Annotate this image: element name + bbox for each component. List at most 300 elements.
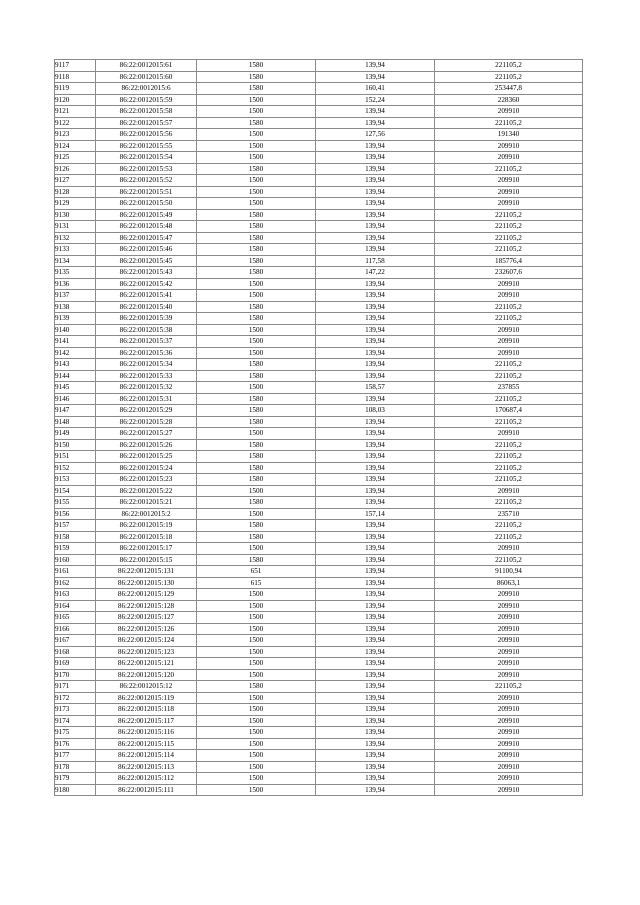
cadastral-number-cell: 86:22:0012015:111 (96, 784, 197, 796)
value-cell: 228360 (435, 94, 583, 106)
row-number-cell: 9155 (55, 497, 96, 509)
rate-cell: 158,57 (316, 382, 435, 394)
table-row (55, 140, 583, 152)
rate-cell: 139,94 (316, 301, 435, 313)
table-row (55, 290, 583, 302)
value-cell: 235710 (435, 508, 583, 520)
table-row (55, 301, 583, 313)
area-cell: 1500 (197, 635, 316, 647)
table-row (55, 635, 583, 647)
row-number-cell: 9133 (55, 244, 96, 256)
cadastral-number-cell: 86:22:0012015:116 (96, 727, 197, 739)
value-cell: 209910 (435, 600, 583, 612)
area-cell: 1500 (197, 485, 316, 497)
table-row (55, 83, 583, 95)
table-row (55, 267, 583, 279)
area-cell: 1580 (197, 209, 316, 221)
cadastral-number-cell: 86:22:0012015:25 (96, 451, 197, 463)
rate-cell: 139,94 (316, 612, 435, 624)
value-cell: 209910 (435, 623, 583, 635)
rate-cell: 139,94 (316, 520, 435, 532)
row-number-cell: 9144 (55, 370, 96, 382)
rate-cell: 139,94 (316, 589, 435, 601)
rate-cell: 160,41 (316, 83, 435, 95)
row-number-cell: 9177 (55, 750, 96, 762)
value-cell: 209910 (435, 175, 583, 187)
table-row (55, 209, 583, 221)
value-cell: 221105,2 (435, 221, 583, 233)
value-cell: 209910 (435, 336, 583, 348)
table-row (55, 474, 583, 486)
area-cell: 1580 (197, 117, 316, 129)
value-cell: 209910 (435, 485, 583, 497)
area-cell: 1580 (197, 301, 316, 313)
value-cell: 209910 (435, 347, 583, 359)
table-row (55, 94, 583, 106)
table-row (55, 784, 583, 796)
table-row (55, 244, 583, 256)
row-number-cell: 9117 (55, 60, 96, 72)
rate-cell: 139,94 (316, 692, 435, 704)
value-cell: 237855 (435, 382, 583, 394)
table-row (55, 278, 583, 290)
area-cell: 1500 (197, 290, 316, 302)
table-row (55, 543, 583, 555)
area-cell: 1500 (197, 382, 316, 394)
row-number-cell: 9121 (55, 106, 96, 118)
area-cell: 1500 (197, 175, 316, 187)
cadastral-number-cell: 86:22:0012015:48 (96, 221, 197, 233)
table-row (55, 646, 583, 658)
area-cell: 1580 (197, 370, 316, 382)
cadastral-number-cell: 86:22:0012015:17 (96, 543, 197, 555)
cadastral-number-cell: 86:22:0012015:31 (96, 393, 197, 405)
rate-cell: 139,94 (316, 71, 435, 83)
cadastral-number-cell: 86:22:0012015:34 (96, 359, 197, 371)
table-row (55, 589, 583, 601)
table-row (55, 612, 583, 624)
rate-cell: 139,94 (316, 416, 435, 428)
area-cell: 1500 (197, 623, 316, 635)
table-row (55, 324, 583, 336)
table-row (55, 669, 583, 681)
rate-cell: 139,94 (316, 221, 435, 233)
rate-cell: 139,94 (316, 623, 435, 635)
rate-cell: 139,94 (316, 175, 435, 187)
row-number-cell: 9141 (55, 336, 96, 348)
area-cell: 1580 (197, 359, 316, 371)
row-number-cell: 9140 (55, 324, 96, 336)
area-cell: 1500 (197, 773, 316, 785)
value-cell: 185776,4 (435, 255, 583, 267)
cadastral-number-cell: 86:22:0012015:119 (96, 692, 197, 704)
cadastral-number-cell: 86:22:0012015:126 (96, 623, 197, 635)
table-row (55, 439, 583, 451)
row-number-cell: 9164 (55, 600, 96, 612)
table-row (55, 405, 583, 417)
row-number-cell: 9127 (55, 175, 96, 187)
table-row (55, 382, 583, 394)
value-cell: 209910 (435, 738, 583, 750)
rate-cell: 147,22 (316, 267, 435, 279)
area-cell: 1500 (197, 198, 316, 210)
value-cell: 221105,2 (435, 60, 583, 72)
cadastral-number-cell: 86:22:0012015:113 (96, 761, 197, 773)
area-cell: 1500 (197, 727, 316, 739)
cadastral-number-cell: 86:22:0012015:118 (96, 704, 197, 716)
rate-cell: 139,94 (316, 186, 435, 198)
area-cell: 1500 (197, 669, 316, 681)
value-cell: 209910 (435, 704, 583, 716)
rate-cell: 139,94 (316, 60, 435, 72)
area-cell: 1500 (197, 600, 316, 612)
cadastral-number-cell: 86:22:0012015:22 (96, 485, 197, 497)
row-number-cell: 9153 (55, 474, 96, 486)
area-cell: 1580 (197, 255, 316, 267)
rate-cell: 139,94 (316, 566, 435, 578)
cadastral-number-cell: 86:22:0012015:59 (96, 94, 197, 106)
value-cell: 170687,4 (435, 405, 583, 417)
cadastral-number-cell: 86:22:0012015:42 (96, 278, 197, 290)
value-cell: 209910 (435, 658, 583, 670)
rate-cell: 139,94 (316, 646, 435, 658)
value-cell: 221105,2 (435, 497, 583, 509)
area-cell: 1500 (197, 152, 316, 164)
row-number-cell: 9131 (55, 221, 96, 233)
table-row (55, 186, 583, 198)
row-number-cell: 9151 (55, 451, 96, 463)
area-cell: 1500 (197, 715, 316, 727)
cadastral-number-cell: 86:22:0012015:51 (96, 186, 197, 198)
area-cell: 1500 (197, 140, 316, 152)
cadastral-number-cell: 86:22:0012015:50 (96, 198, 197, 210)
rate-cell: 127,56 (316, 129, 435, 141)
cadastral-number-cell: 86:22:0012015:130 (96, 577, 197, 589)
table-row (55, 727, 583, 739)
table-row (55, 451, 583, 463)
cadastral-number-cell: 86:22:0012015:18 (96, 531, 197, 543)
value-cell: 221105,2 (435, 439, 583, 451)
value-cell: 209910 (435, 692, 583, 704)
area-cell: 1500 (197, 278, 316, 290)
table-row (55, 117, 583, 129)
value-cell: 232607,6 (435, 267, 583, 279)
value-cell: 209910 (435, 635, 583, 647)
table-row (55, 681, 583, 693)
value-cell: 209910 (435, 784, 583, 796)
row-number-cell: 9175 (55, 727, 96, 739)
table-row (55, 761, 583, 773)
row-number-cell: 9166 (55, 623, 96, 635)
table-row (55, 750, 583, 762)
table-row (55, 152, 583, 164)
table-row (55, 658, 583, 670)
value-cell: 221105,2 (435, 163, 583, 175)
table-body (55, 60, 583, 796)
table-row (55, 715, 583, 727)
rate-cell: 139,94 (316, 393, 435, 405)
area-cell: 1500 (197, 738, 316, 750)
value-cell: 209910 (435, 761, 583, 773)
cadastral-number-cell: 86:22:0012015:124 (96, 635, 197, 647)
value-cell: 221105,2 (435, 474, 583, 486)
table-row (55, 462, 583, 474)
cadastral-number-cell: 86:22:0012015:36 (96, 347, 197, 359)
value-cell: 209910 (435, 543, 583, 555)
row-number-cell: 9128 (55, 186, 96, 198)
row-number-cell: 9125 (55, 152, 96, 164)
value-cell: 221105,2 (435, 462, 583, 474)
row-number-cell: 9168 (55, 646, 96, 658)
value-cell: 209910 (435, 152, 583, 164)
area-cell: 1500 (197, 646, 316, 658)
value-cell: 209910 (435, 198, 583, 210)
cadastral-number-cell: 86:22:0012015:57 (96, 117, 197, 129)
value-cell: 91100,94 (435, 566, 583, 578)
rate-cell: 139,94 (316, 761, 435, 773)
table-row (55, 577, 583, 589)
value-cell: 221105,2 (435, 520, 583, 532)
value-cell: 209910 (435, 773, 583, 785)
rate-cell: 139,94 (316, 451, 435, 463)
cadastral-number-cell: 86:22:0012015:28 (96, 416, 197, 428)
table-row (55, 336, 583, 348)
value-cell: 209910 (435, 646, 583, 658)
row-number-cell: 9138 (55, 301, 96, 313)
row-number-cell: 9124 (55, 140, 96, 152)
area-cell: 651 (197, 566, 316, 578)
cadastral-number-cell: 86:22:0012015:127 (96, 612, 197, 624)
rate-cell: 139,94 (316, 347, 435, 359)
value-cell: 221105,2 (435, 209, 583, 221)
cadastral-number-cell: 86:22:0012015:29 (96, 405, 197, 417)
cadastral-number-cell: 86:22:0012015:23 (96, 474, 197, 486)
cadastral-number-cell: 86:22:0012015:121 (96, 658, 197, 670)
area-cell: 1500 (197, 347, 316, 359)
value-cell: 221105,2 (435, 393, 583, 405)
area-cell: 1500 (197, 658, 316, 670)
rate-cell: 139,94 (316, 428, 435, 440)
value-cell: 221105,2 (435, 301, 583, 313)
row-number-cell: 9129 (55, 198, 96, 210)
table-row (55, 175, 583, 187)
area-cell: 1500 (197, 508, 316, 520)
row-number-cell: 9148 (55, 416, 96, 428)
row-number-cell: 9120 (55, 94, 96, 106)
row-number-cell: 9134 (55, 255, 96, 267)
cadastral-number-cell: 86:22:0012015:115 (96, 738, 197, 750)
row-number-cell: 9180 (55, 784, 96, 796)
rate-cell: 139,94 (316, 531, 435, 543)
row-number-cell: 9132 (55, 232, 96, 244)
area-cell: 1580 (197, 681, 316, 693)
row-number-cell: 9176 (55, 738, 96, 750)
row-number-cell: 9137 (55, 290, 96, 302)
row-number-cell: 9152 (55, 462, 96, 474)
value-cell: 209910 (435, 106, 583, 118)
cadastral-number-cell: 86:22:0012015:117 (96, 715, 197, 727)
area-cell: 1580 (197, 474, 316, 486)
row-number-cell: 9161 (55, 566, 96, 578)
area-cell: 1580 (197, 71, 316, 83)
area-cell: 1500 (197, 428, 316, 440)
row-number-cell: 9162 (55, 577, 96, 589)
value-cell: 221105,2 (435, 554, 583, 566)
rate-cell: 139,94 (316, 163, 435, 175)
rate-cell: 139,94 (316, 658, 435, 670)
table-row (55, 692, 583, 704)
cadastral-number-cell: 86:22:0012015:56 (96, 129, 197, 141)
area-cell: 1580 (197, 462, 316, 474)
value-cell: 221105,2 (435, 681, 583, 693)
row-number-cell: 9156 (55, 508, 96, 520)
row-number-cell: 9157 (55, 520, 96, 532)
rate-cell: 117,58 (316, 255, 435, 267)
value-cell: 209910 (435, 290, 583, 302)
table-row (55, 623, 583, 635)
rate-cell: 152,24 (316, 94, 435, 106)
rate-cell: 139,94 (316, 370, 435, 382)
row-number-cell: 9145 (55, 382, 96, 394)
table-row (55, 198, 583, 210)
table-row (55, 508, 583, 520)
rate-cell: 139,94 (316, 600, 435, 612)
rate-cell: 139,94 (316, 704, 435, 716)
row-number-cell: 9171 (55, 681, 96, 693)
cadastral-number-cell: 86:22:0012015:41 (96, 290, 197, 302)
cadastral-number-cell: 86:22:0012015:33 (96, 370, 197, 382)
rate-cell: 139,94 (316, 474, 435, 486)
area-cell: 1580 (197, 520, 316, 532)
cadastral-number-cell: 86:22:0012015:60 (96, 71, 197, 83)
row-number-cell: 9130 (55, 209, 96, 221)
value-cell: 209910 (435, 140, 583, 152)
row-number-cell: 9142 (55, 347, 96, 359)
value-cell: 209910 (435, 612, 583, 624)
row-number-cell: 9126 (55, 163, 96, 175)
value-cell: 209910 (435, 669, 583, 681)
rate-cell: 139,94 (316, 106, 435, 118)
value-cell: 221105,2 (435, 416, 583, 428)
value-cell: 209910 (435, 186, 583, 198)
table-row (55, 370, 583, 382)
table-row (55, 773, 583, 785)
cadastral-number-cell: 86:22:0012015:120 (96, 669, 197, 681)
cadastral-number-cell: 86:22:0012015:38 (96, 324, 197, 336)
row-number-cell: 9146 (55, 393, 96, 405)
row-number-cell: 9159 (55, 543, 96, 555)
area-cell: 1580 (197, 439, 316, 451)
cadastral-number-cell: 86:22:0012015:61 (96, 60, 197, 72)
area-cell: 1500 (197, 106, 316, 118)
cadastral-number-cell: 86:22:0012015:53 (96, 163, 197, 175)
value-cell: 209910 (435, 750, 583, 762)
cadastral-number-cell: 86:22:0012015:129 (96, 589, 197, 601)
row-number-cell: 9174 (55, 715, 96, 727)
rate-cell: 139,94 (316, 336, 435, 348)
value-cell: 221105,2 (435, 370, 583, 382)
table-row (55, 485, 583, 497)
cadastral-number-cell: 86:22:0012015:2 (96, 508, 197, 520)
cadastral-number-cell: 86:22:0012015:58 (96, 106, 197, 118)
row-number-cell: 9167 (55, 635, 96, 647)
cadastral-number-cell: 86:22:0012015:24 (96, 462, 197, 474)
rate-cell: 139,94 (316, 738, 435, 750)
table-row (55, 232, 583, 244)
area-cell: 1580 (197, 393, 316, 405)
area-cell: 1580 (197, 497, 316, 509)
table-row (55, 704, 583, 716)
value-cell: 221105,2 (435, 359, 583, 371)
value-cell: 221105,2 (435, 232, 583, 244)
row-number-cell: 9178 (55, 761, 96, 773)
table-row (55, 520, 583, 532)
table-row (55, 554, 583, 566)
rate-cell: 139,94 (316, 152, 435, 164)
cadastral-number-cell: 86:22:0012015:37 (96, 336, 197, 348)
cadastral-number-cell: 86:22:0012015:55 (96, 140, 197, 152)
row-number-cell: 9179 (55, 773, 96, 785)
value-cell: 221105,2 (435, 71, 583, 83)
area-cell: 1580 (197, 267, 316, 279)
rate-cell: 139,94 (316, 359, 435, 371)
value-cell: 86063,1 (435, 577, 583, 589)
row-number-cell: 9123 (55, 129, 96, 141)
value-cell: 209910 (435, 715, 583, 727)
area-cell: 1580 (197, 313, 316, 325)
value-cell: 221105,2 (435, 244, 583, 256)
table-row (55, 347, 583, 359)
row-number-cell: 9122 (55, 117, 96, 129)
rate-cell: 139,94 (316, 198, 435, 210)
table-row (55, 313, 583, 325)
area-cell: 1500 (197, 784, 316, 796)
row-number-cell: 9173 (55, 704, 96, 716)
rate-cell: 157,14 (316, 508, 435, 520)
area-cell: 1500 (197, 336, 316, 348)
cadastral-number-cell: 86:22:0012015:15 (96, 554, 197, 566)
cadastral-number-cell: 86:22:0012015:32 (96, 382, 197, 394)
cadastral-number-cell: 86:22:0012015:19 (96, 520, 197, 532)
row-number-cell: 9158 (55, 531, 96, 543)
row-number-cell: 9169 (55, 658, 96, 670)
area-cell: 1500 (197, 612, 316, 624)
cadastral-number-cell: 86:22:0012015:123 (96, 646, 197, 658)
area-cell: 1580 (197, 554, 316, 566)
table-row (55, 531, 583, 543)
cadastral-number-cell: 86:22:0012015:6 (96, 83, 197, 95)
row-number-cell: 9170 (55, 669, 96, 681)
cadastral-number-cell: 86:22:0012015:45 (96, 255, 197, 267)
table-row (55, 106, 583, 118)
row-number-cell: 9172 (55, 692, 96, 704)
cadastral-number-cell: 86:22:0012015:12 (96, 681, 197, 693)
value-cell: 221105,2 (435, 451, 583, 463)
area-cell: 1580 (197, 60, 316, 72)
rate-cell: 139,94 (316, 313, 435, 325)
value-cell: 221105,2 (435, 531, 583, 543)
table-row (55, 129, 583, 141)
rate-cell: 139,94 (316, 117, 435, 129)
table-row (55, 428, 583, 440)
rate-cell: 139,94 (316, 439, 435, 451)
rate-cell: 139,94 (316, 324, 435, 336)
table-row (55, 566, 583, 578)
row-number-cell: 9154 (55, 485, 96, 497)
cadastral-number-cell: 86:22:0012015:27 (96, 428, 197, 440)
area-cell: 1580 (197, 451, 316, 463)
row-number-cell: 9160 (55, 554, 96, 566)
